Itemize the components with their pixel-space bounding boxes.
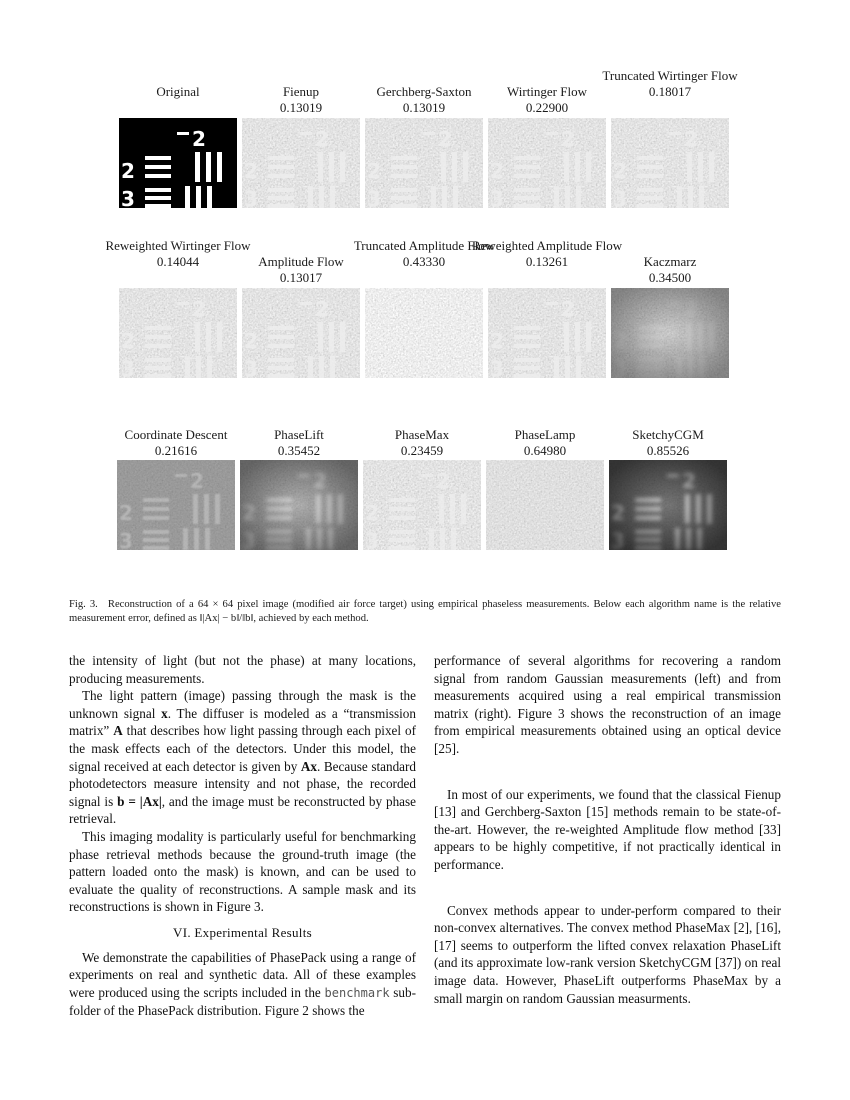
panel-error: 0.21616 [154,443,198,458]
panel-label: SketchyCGM [632,427,704,442]
panel-error: 0.22900 [525,100,569,115]
panel-label: PhaseLift [274,427,324,442]
paragraph: performance of several algorithms for recovering a random signal from random Gaussian measurements (left) and from measurements acquired using a real empirical transmission matrix (right). Figure 3 shows the reconstruction of an image from empirical measurements obtained using an optical device [25]. [434,653,781,756]
panel-image [240,460,358,550]
panel-error: 0.13019 [279,100,323,115]
panel-error: 0.64980 [523,443,567,458]
panel-error: 0.18017 [648,84,692,99]
panel-image [488,118,606,208]
panel-image [611,288,729,378]
paragraph: the intensity of light (but not the phase) at many locations, producing measurements. [69,653,416,686]
panel-label: Truncated Amplitude Flow [353,238,495,253]
panel-label: PhaseMax [394,427,450,442]
panel-image [609,460,727,550]
panel-error: 0.13261 [525,254,569,269]
panel-label: Coordinate Descent [124,427,228,442]
panel-label: Truncated Wirtinger Flow [602,68,738,83]
panel-image [611,118,729,208]
panel-image [488,288,606,378]
panel-image [486,460,604,550]
panel-error: 0.35452 [277,443,321,458]
left-column [69,652,416,1020]
panel-label: Reweighted Amplitude Flow [471,238,623,253]
right-column [434,652,781,1007]
panel-image [242,118,360,208]
panel-label: Original [156,84,200,99]
panel-error: 0.13017 [279,270,323,285]
panel-label: Amplitude Flow [258,254,344,269]
panel-image [117,460,235,550]
panel-label: PhaseLamp [514,427,576,442]
panel-image [365,118,483,208]
panel-image [365,288,483,378]
panel-label: Reweighted Wirtinger Flow [105,238,251,253]
caption-text: Reconstruction of a 64 × 64 pixel image (modified air force target) using empirical phaseless measurements. Below each algorithm name is the relative measurement error, defined as ‖|Ax| − b‖/‖b‖, achieved by each method. [69,599,781,624]
paragraph: In most of our experiments, we found that the classical Fienup [13] and Gerchberg-Saxton [15] methods remain to be state-of-the-art. However, the re-weighted Amplitude flow method [33] appears to be highly competitive, if not practically identical in performance. [434,786,781,872]
panel-image [242,288,360,378]
panel-image [119,118,237,208]
panel-error: 0.34500 [648,270,692,285]
paragraph: The light pattern (image) passing through the mask is the unknown signal x. The diffuser is modeled as a “transmission matrix” A that describes how light passing through each pixel of the mask effects each of the detectors. Under this model, the signal received at each detector is given by Ax. Because standard photodetectors measure intensity and not phase, the recorded signal is b = |Ax|, and the image must be reconstructed by phase retrieval. [69,688,416,827]
section-heading: VI. Experimental Results [173,924,312,940]
panel-label: Wirtinger Flow [507,84,587,99]
panel-label: Kaczmarz [643,254,697,269]
panel-error: 0.23459 [400,443,444,458]
paragraph: This imaging modality is particularly useful for benchmarking phase retrieval methods because the ground-truth image (the pattern loaded onto the mask) is known, and can be used to evaluate the quality of reconstructions. A sample mask and its reconstructions is shown in Figure 3. [69,828,416,915]
panel-label: Gerchberg-Saxton [376,84,472,99]
caption-prefix: Fig. 3. [69,599,98,610]
paragraph: Convex methods appear to under-perform compared to their non-convex alternatives. The convex method PhaseMax [2], [16], [17] seems to outperform the lifted convex relaxation PhaseLift (and its approximate low-rank version SketchyCGM [37]) on real image data. However, PhaseLift outperforms PhaseMax by a small margin on random Gaussian measurments. [434,902,781,1006]
panel-image [119,288,237,378]
figure-caption [69,598,781,626]
panel-error: 0.85526 [646,443,690,458]
panel-error: 0.14044 [156,254,200,269]
panel-label: Fienup [282,84,320,99]
code-benchmark: benchmark [324,985,390,1000]
panel-image [363,460,481,550]
panel-error: 0.13019 [402,100,446,115]
paragraph: We demonstrate the capabilities of PhasePack using a range of experiments on real and synthetic data. All of these examples were produced using the scripts included in the benchmark sub-folder of the PhasePack distribution. Figure 2 shows the [69,949,416,1019]
panel-error: 0.43330 [402,254,446,269]
